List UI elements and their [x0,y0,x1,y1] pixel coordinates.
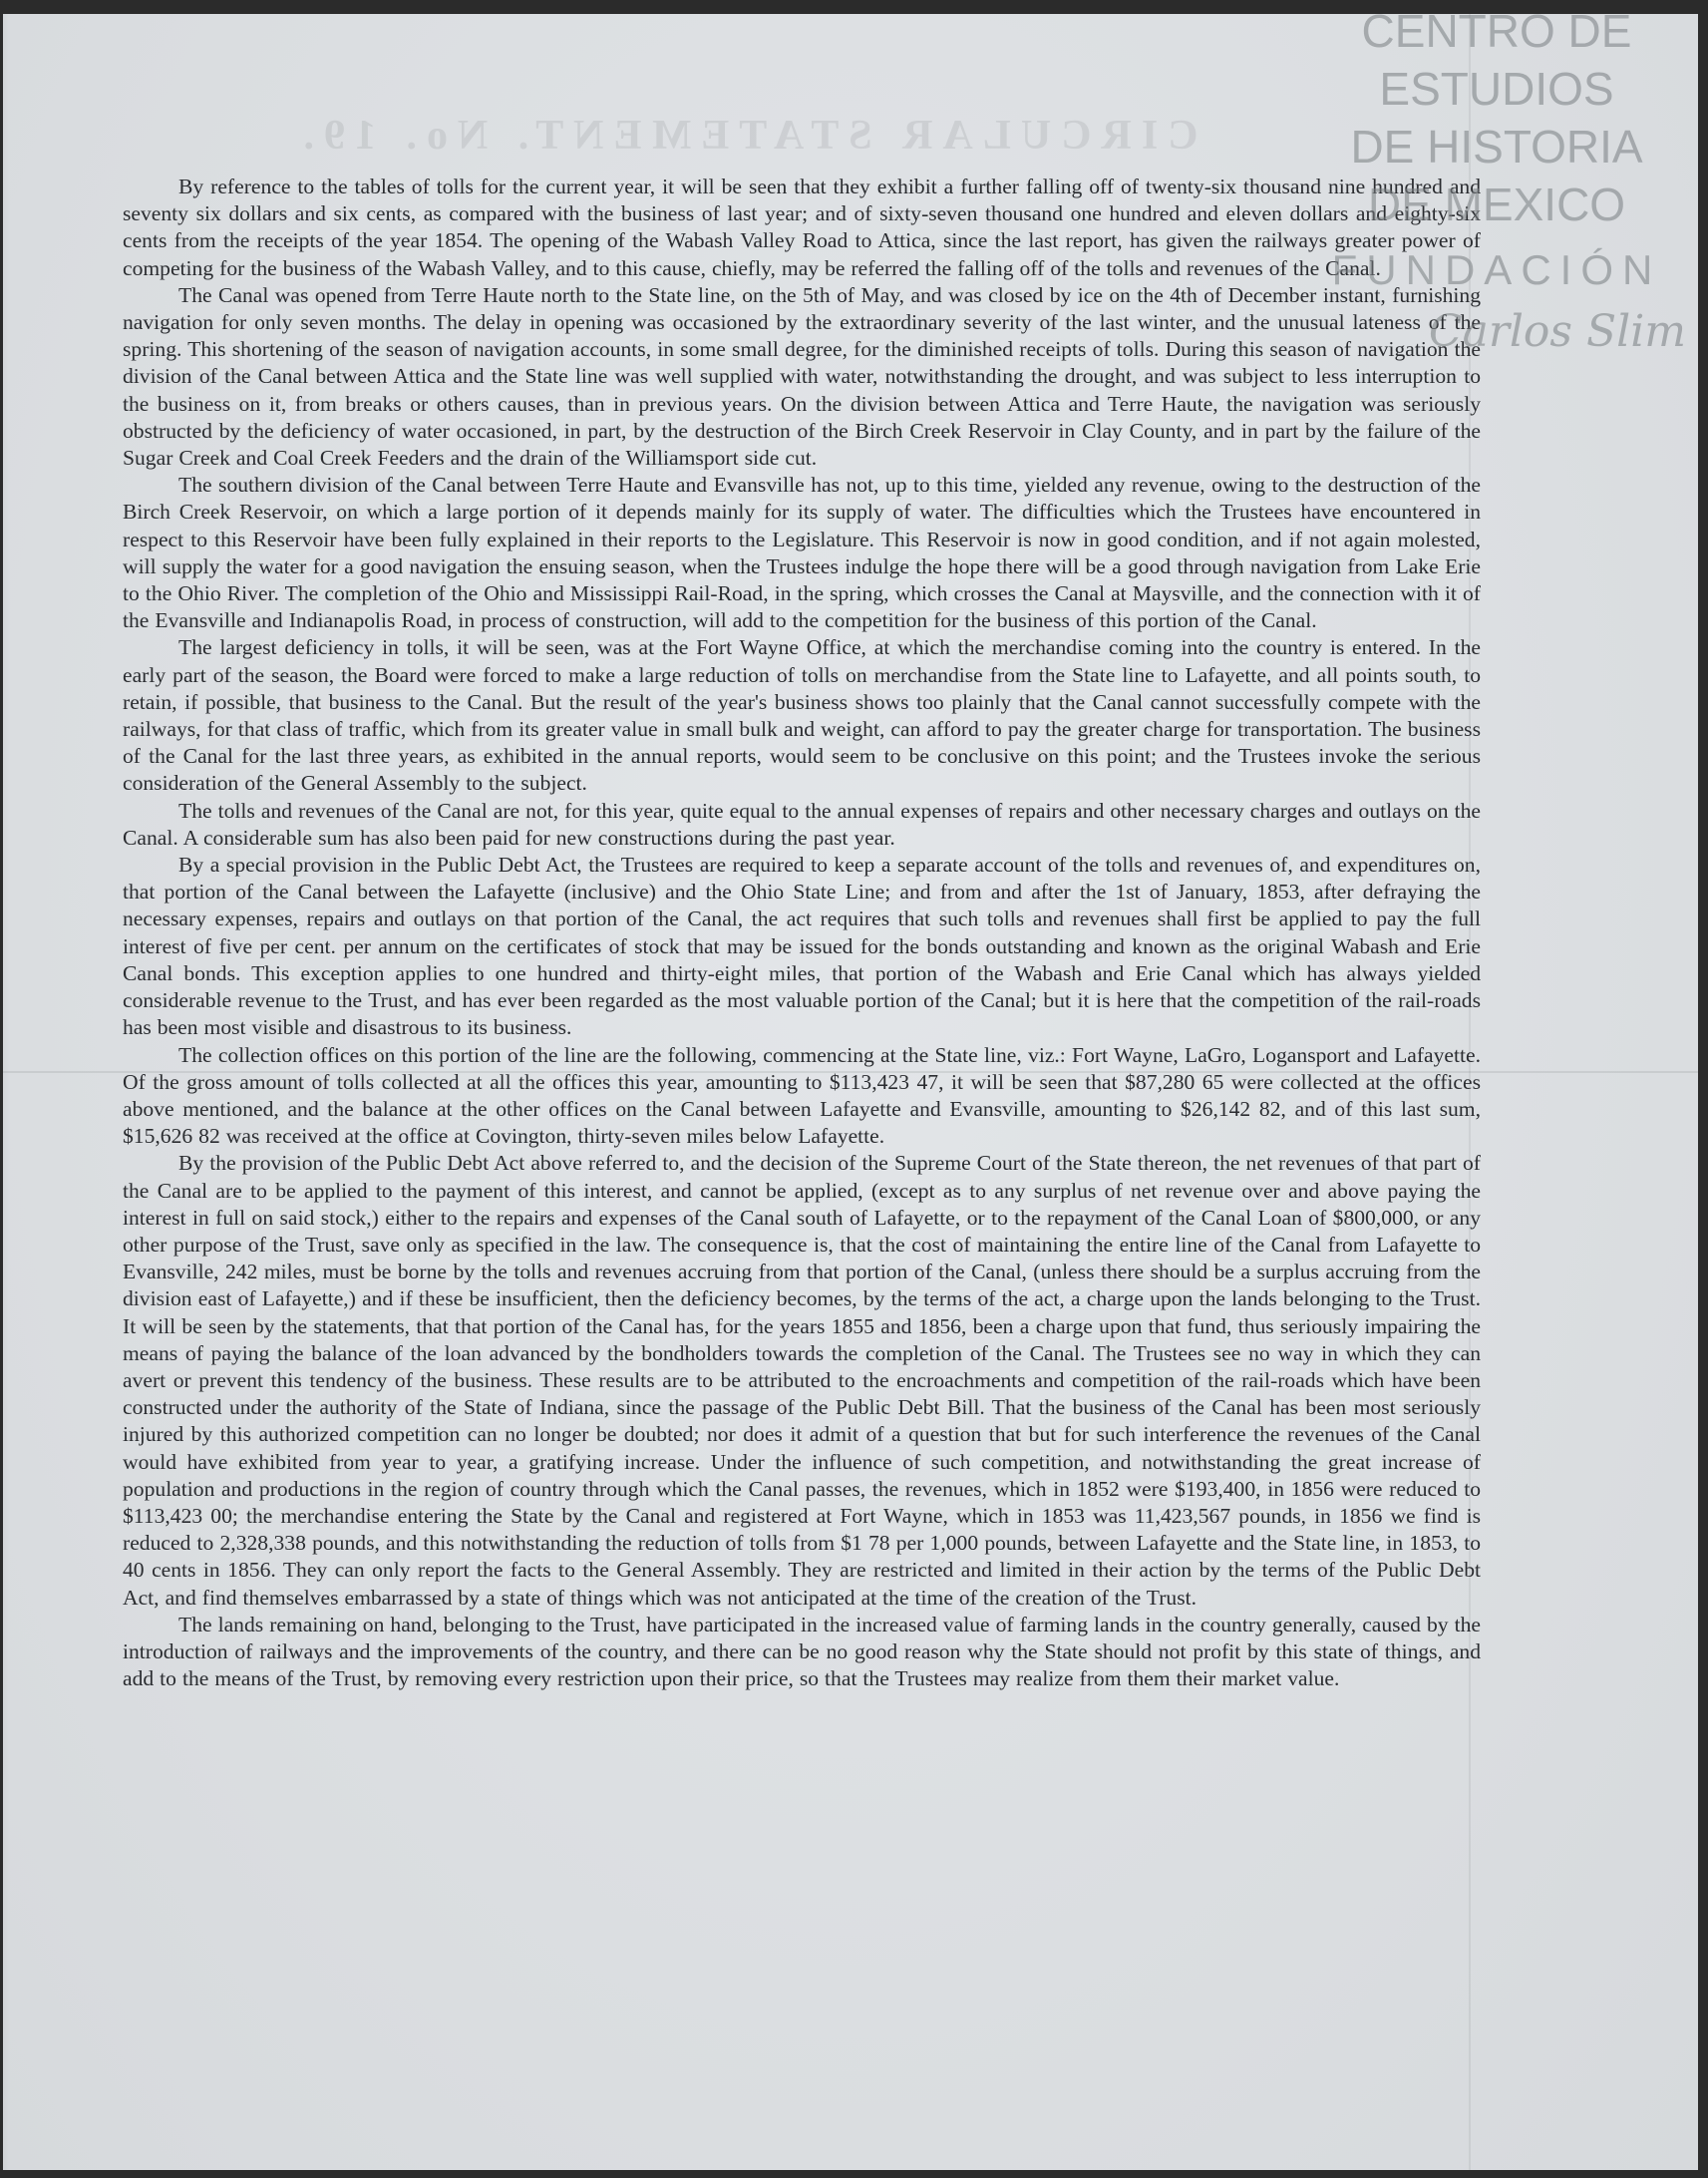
paragraph-2: The Canal was opened from Terre Haute north to the State line, on the 5th of May, and was closed by ice on the 4th of December instant, furnishing navigation for only seven months. The delay in opening was occasioned by the extraordinary severity of the last winter, and the unusual lateness of the spring. This shortening of the season of navigation accounts, in some small degree, for the diminished receipts of tolls. During this season of navigation the division of the Canal between Attica and the State line was well supplied with water, notwithstanding the drought, and was subject to less interruption to the business on it, from breaks or others causes, than in previous years. On the division between Attica and Terre Haute, the navigation was seriously obstructed by the deficiency of water occasioned, in part, by the destruction of the Birch Creek Reservoir in Clay County, and in part by the failure of the Sugar Creek and Coal Creek Feeders and the drain of the Williamsport side cut. [123,282,1481,471]
paragraph-8: By the provision of the Public Debt Act above referred to, and the decision of the Supreme Court of the State thereon, the net revenues of that part of the Canal are to be applied to the payment of this interest, and cannot be applied, (except as to any surplus of net revenue over and above paying the interest in full on said stock,) either to the repairs and expenses of the Canal south of Lafayette, or to the repayment of the Canal Loan of $800,000, or any other purpose of the Trust, save only as specified in the law. The consequence is, that the cost of maintaining the entire line of the Canal from Lafayette to Evansville, 242 miles, must be borne by the tolls and revenues accruing from that portion of the Canal, (unless there should be a surplus accruing from the division east of Lafayette,) and if these be insufficient, then the deficiency becomes, by the terms of the act, a charge upon the lands belonging to the Trust. It will be seen by the statements, that that portion of the Canal has, for the years 1855 and 1856, been a charge upon that fund, thus seriously impairing the means of paying the balance of the loan advanced by the bondholders towards the completion of the Canal. The Trustees see no way in which they can avert or prevent this tendency of the business. These results are to be attributed to the encroachments and competition of the rail-roads which have been constructed under the authority of the State of Indiana, since the passage of the Public Debt Bill. That the business of the Canal has been most seriously injured by this authorized competition can no longer be doubted; nor does it admit of a question that but for such interference the revenues of the Canal would have exhibited from year to year, a gratifying increase. Under the influence of such competition, and notwithstanding the great increase of population and productions in the region of country through which the Canal passes, the revenues, which in 1852 were $193,400, in 1856 were reduced to $113,423 00; the merchandise entering the State by the Canal and registered at Fort Wayne, which in 1853 was 11,423,567 pounds, in 1856 we find is reduced to 2,328,338 pounds, and this notwithstanding the reduction of tolls from $1 78 per 1,000 pounds, between Lafayette and the State line, in 1853, to 40 cents in 1856. They can only report the facts to the General Assembly. They are restricted and limited in their action by the terms of the Public Debt Act, and find themselves embarrassed by a state of things which was not anticipated at the time of the creation of the Trust. [123,1151,1481,1610]
bleed-through-heading: CIRCULAR STATEMENT. No. 19. [293,113,1198,159]
watermark-foundation: FUNDACIÓN [1331,246,1662,293]
watermark-line: CENTRO DE [1361,5,1632,57]
watermark-signature: Carlos Slim [1428,306,1686,357]
paragraph-1: By reference to the tables of tolls for the current year, it will be seen that they exhibit a further falling off of twenty-six thousand nine hundred and seventy six dollars and six cents, as compared with the business of last year; and of sixty-seven thousand one hundred and eleven dollars and eighty-six cents from the receipts of the year 1854. The opening of the Wabash Valley Road to Attica, since the last report, has given the railways greater power of competing for the business of the Wabash Valley, and to this cause, chiefly, may be referred the falling off of the tolls and revenues of the Canal. [123,175,1481,280]
paragraph-7: The collection offices on this portion of the line are the following, commencing at the State line, viz.: Fort Wayne, LaGro, Logansport and Lafayette. Of the gross amount of tolls collected at all the offices this year, amounting to $113,423 47, it will be seen that $87,280 65 were collected at the offices above mentioned, and the balance at the other offices on the Canal between Lafayette and Evansville, amounting to $26,142 82, and of this last sum, $15,626 82 was received at the office at Covington, thirty-seven miles below Lafayette. [123,1042,1481,1149]
watermark-line: DE HISTORIA [1350,121,1643,173]
paragraph-4: The largest deficiency in tolls, it will be seen, was at the Fort Wayne Office, at which the merchandise coming into the country is entered. In the early part of the season, the Board were forced to make a large reduction of tolls on merchandise from the State line to Lafayette, and all points south, to retain, if possible, that business to the Canal. But the result of the year's business shows too plainly that the Canal cannot successfully compete with the railways, for that class of traffic, which from its greater value in small bulk and weight, can afford to pay the greater charge for transportation. The business of the Canal for the last three years, as exhibited in the annual reports, would seem to be conclusive on this point; and the Trustees invoke the serious consideration of the General Assembly to the subject. [123,635,1481,796]
watermark-line: ESTUDIOS [1379,63,1614,115]
paragraph-5: The tolls and revenues of the Canal are not, for this year, quite equal to the annual expenses of repairs and other necessary charges and outlays on the Canal. A considerable sum has also been paid for new constructions during the past year. [123,798,1481,850]
paragraph-6: By a special provision in the Public Debt Act, the Trustees are required to keep a separate account of the tolls and revenues of, and expenditures on, that portion of the Canal between the Lafayette (inclusive) and the Ohio State Line; and from and after the 1st of January, 1853, after defraying the necessary expenses, repairs and outlays on that portion of the Canal, the act requires that such tolls and revenues shall first be applied to pay the full interest of five per cent. per annum on the certificates of stock that may be issued for the bonds outstanding and known as the original Wabash and Erie Canal bonds. This exception applies to one hundred and thirty-eight miles, that portion of the Wabash and Erie Canal which has always yielded considerable revenue to the Trust, and has ever been regarded as the most valuable portion of the Canal; but it is here that the competition of the rail-roads has been most visible and disastrous to its business. [123,853,1481,1040]
archive-watermark [1297,2,1696,361]
watermark-line: DE MEXICO [1367,179,1626,230]
paragraph-9: The lands remaining on hand, belonging to the Trust, have participated in the increased value of farming lands in the country generally, caused by the introduction of railways and the improvements of the country, and there can be no good reason why the State should not profit by this state of things, and add to the means of the Trust, by removing every restriction upon their price, so that the Trustees may realize from them their market value. [123,1612,1481,1691]
paragraph-3: The southern division of the Canal between Terre Haute and Evansville has not, up to this time, yielded any revenue, owing to the destruction of the Birch Creek Reservoir, on which a large portion of it depends mainly for its supply of water. The difficulties which the Trustees have encountered in respect to this Reservoir have been fully explained in their reports to the Legislature. This Reservoir is now in good condition, and if not again molested, will supply the water for a good navigation the ensuing season, when the Trustees indulge the hope there will be a good through navigation from Lake Erie to the Ohio River. The completion of the Ohio and Mississippi Rail-Road, in the spring, which crosses the Canal at Maysville, and the connection with it of the Evansville and Indianapolis Road, in process of construction, will add to the competition for the business of this portion of the Canal. [123,473,1481,633]
document-body [123,174,1481,1692]
